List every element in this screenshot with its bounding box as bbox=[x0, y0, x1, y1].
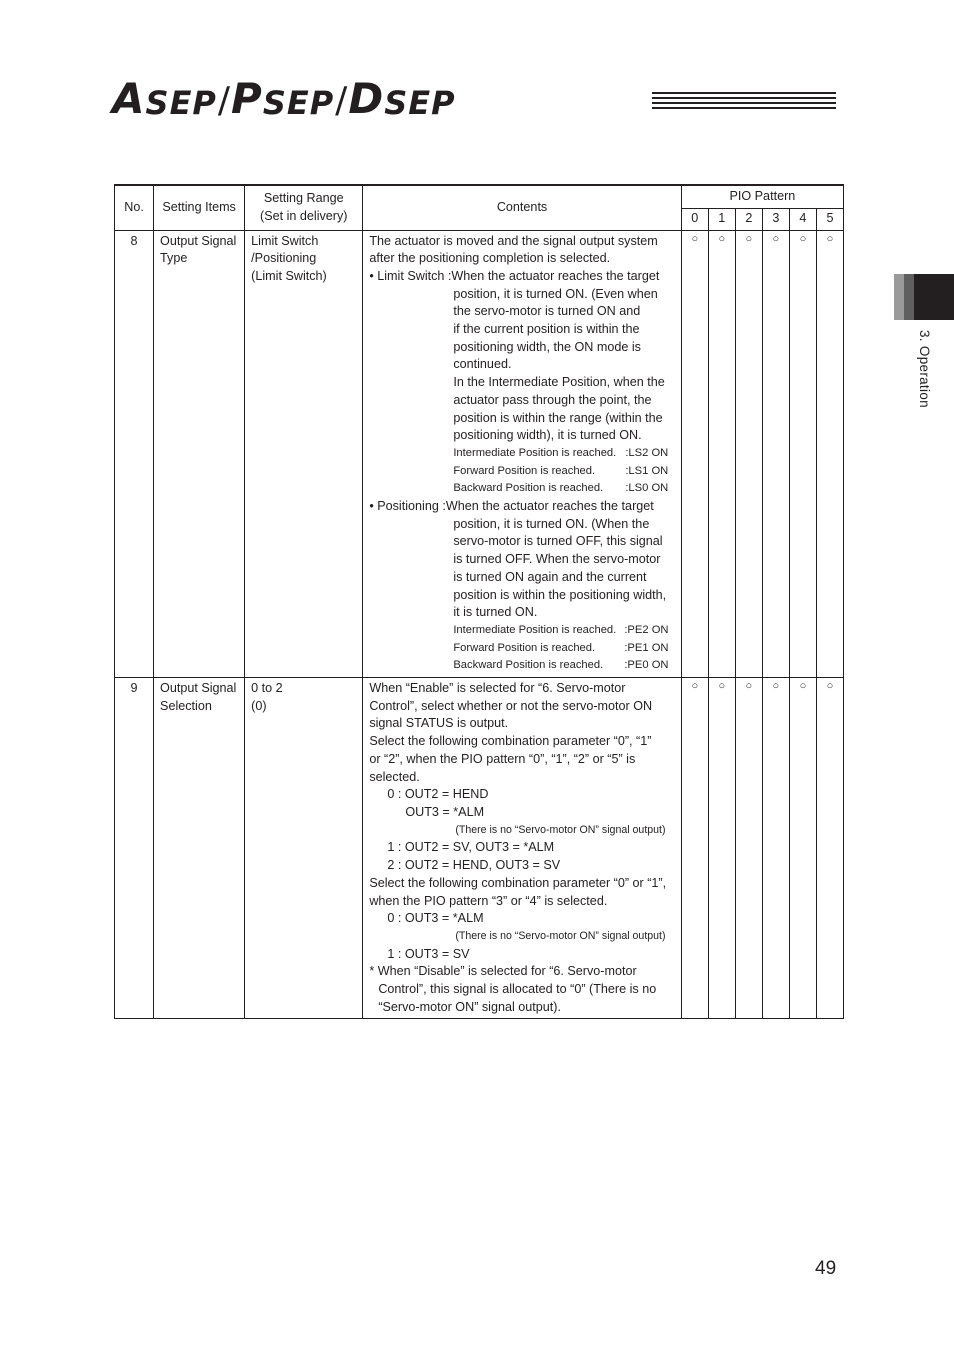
header-pio-3: 3 bbox=[762, 208, 789, 230]
header-contents: Contents bbox=[363, 185, 681, 230]
row-setting-item-line: Output Signal bbox=[160, 233, 237, 248]
contents-line: actuator pass through the point, the bbox=[453, 392, 652, 407]
row-setting-item-line: Selection bbox=[160, 698, 212, 713]
row-setting-range bbox=[245, 678, 363, 1019]
signal-label: Backward Position is reached. bbox=[453, 659, 604, 672]
table-row bbox=[115, 678, 844, 1019]
row-contents bbox=[363, 678, 681, 1019]
contents-line: “Servo-motor ON” signal output). bbox=[378, 999, 561, 1014]
contents-line: is turned OFF. When the servo-motor bbox=[453, 552, 661, 567]
contents-signal-line bbox=[369, 640, 674, 658]
pio-mark-1: ○ bbox=[708, 678, 735, 1019]
contents-line: When “Enable” is selected for “6. Servo-motor bbox=[369, 681, 626, 696]
page-number: 49 bbox=[815, 1258, 837, 1279]
contents-line: selected. bbox=[369, 769, 420, 784]
pio-mark-3: ○ bbox=[762, 230, 789, 678]
contents-line: • Limit Switch :When the actuator reaches the target bbox=[369, 268, 660, 283]
row-setting-range bbox=[245, 230, 363, 678]
row-setting-item bbox=[154, 230, 245, 678]
brand-d-sep: SEP bbox=[384, 84, 456, 122]
contents-line: servo-motor is turned OFF, this signal bbox=[453, 534, 663, 549]
contents-line: the servo-motor is turned ON and bbox=[453, 304, 641, 319]
signal-label: Intermediate Position is reached. bbox=[453, 623, 617, 636]
chapter-tab-label: 3. Operation bbox=[917, 330, 932, 408]
header-pio-2: 2 bbox=[735, 208, 762, 230]
pio-mark-4: ○ bbox=[789, 678, 816, 1019]
brand-dsep bbox=[348, 74, 456, 123]
row-setting-item-line: Type bbox=[160, 251, 188, 266]
brand-d-letter: D bbox=[348, 74, 385, 123]
row-setting-range-line: (0) bbox=[251, 698, 267, 713]
contents-line: if the current position is within the bbox=[453, 322, 640, 337]
pio-mark-4: ○ bbox=[789, 230, 816, 678]
contents-note: (There is no “Servo-motor ON” signal output) bbox=[455, 823, 666, 836]
signal-value: :PE2 ON bbox=[624, 623, 669, 636]
contents-line: position, it is turned ON. (When the bbox=[453, 516, 650, 531]
pio-mark-2: ○ bbox=[735, 230, 762, 678]
contents-line: continued. bbox=[453, 357, 512, 372]
pio-mark-0: ○ bbox=[681, 678, 708, 1019]
signal-label: Backward Position is reached. bbox=[453, 482, 604, 495]
brand-asep bbox=[112, 74, 217, 123]
signal-value: :LS0 ON bbox=[625, 482, 669, 495]
header-pio-5: 5 bbox=[816, 208, 843, 230]
contents-line: 0 : OUT3 = *ALM bbox=[387, 911, 484, 926]
contents-line: Select the following combination parameter “0” or “1”, bbox=[369, 875, 667, 890]
contents-line: Control”, this signal is allocated to “0” (There is no bbox=[378, 982, 657, 997]
contents-line: OUT3 = *ALM bbox=[405, 805, 485, 819]
contents-line: is turned ON again and the current bbox=[453, 569, 647, 584]
row-setting-item bbox=[154, 678, 245, 1019]
brand-a-letter: A bbox=[112, 74, 146, 123]
signal-label: Intermediate Position is reached. bbox=[453, 446, 617, 459]
brand-p-sep: SEP bbox=[262, 84, 335, 122]
contents-line: position is within the positioning width, bbox=[453, 587, 667, 602]
header-setting-range bbox=[245, 185, 363, 230]
brand-a-sep: SEP bbox=[145, 84, 217, 122]
contents-line: when the PIO pattern “3” or “4” is selected. bbox=[369, 893, 608, 908]
pio-mark-5: ○ bbox=[816, 230, 843, 678]
contents-signal-line bbox=[369, 463, 674, 481]
contents-line: it is turned ON. bbox=[453, 605, 538, 620]
contents-line: position is within the range (within the bbox=[453, 410, 663, 425]
contents-signal-line bbox=[369, 657, 674, 675]
row-setting-range-line: 0 to 2 bbox=[251, 681, 283, 696]
header-setting-items: Setting Items bbox=[154, 185, 245, 230]
contents-line: 1 : OUT2 = SV, OUT3 = *ALM bbox=[387, 840, 555, 855]
table-row bbox=[115, 230, 844, 678]
contents-line: Control”, select whether or not the servo-motor ON bbox=[369, 698, 653, 713]
row-setting-item-line: Output Signal bbox=[160, 681, 237, 696]
row-setting-range-line: Limit Switch bbox=[251, 233, 319, 248]
brand-slash-2: / bbox=[335, 80, 348, 121]
signal-label: Forward Position is reached. bbox=[453, 464, 596, 477]
chapter-tab-marker bbox=[894, 274, 954, 320]
contents-line: position, it is turned ON. (Even when bbox=[453, 286, 658, 301]
row-setting-range-line: (Limit Switch) bbox=[251, 268, 327, 283]
contents-line: • Positioning :When the actuator reaches the target bbox=[369, 499, 654, 514]
contents-line: after the positioning completion is selected. bbox=[369, 251, 611, 266]
signal-value: :LS1 ON bbox=[625, 464, 669, 477]
contents-signal-line bbox=[369, 480, 674, 498]
contents-line: The actuator is moved and the signal output system bbox=[369, 233, 658, 248]
contents-signal-line bbox=[369, 445, 674, 463]
header-pio-4: 4 bbox=[789, 208, 816, 230]
row-contents bbox=[363, 230, 681, 678]
contents-line: positioning width), it is turned ON. bbox=[453, 428, 642, 443]
brand-slash-1: / bbox=[217, 80, 231, 121]
contents-line: 0 : OUT2 = HEND bbox=[387, 787, 489, 802]
contents-line: or “2”, when the PIO pattern “0”, “1”, “2” or “5” is bbox=[369, 751, 636, 766]
contents-line: positioning width, the ON mode is bbox=[453, 339, 641, 354]
contents-line: 2 : OUT2 = HEND, OUT3 = SV bbox=[387, 858, 561, 873]
contents-line: signal STATUS is output. bbox=[369, 716, 509, 731]
header-pio-1: 1 bbox=[708, 208, 735, 230]
signal-value: :PE1 ON bbox=[624, 641, 669, 654]
contents-line: 1 : OUT3 = SV bbox=[387, 946, 470, 961]
brand-psep bbox=[231, 74, 335, 123]
row-no: 9 bbox=[115, 678, 154, 1019]
pio-mark-0: ○ bbox=[681, 230, 708, 678]
brand-p-letter: P bbox=[231, 74, 263, 123]
signal-value: :LS2 ON bbox=[625, 446, 669, 459]
pio-mark-1: ○ bbox=[708, 230, 735, 678]
header-setting-range-line2: (Set in delivery) bbox=[260, 208, 348, 223]
header-pio-0: 0 bbox=[681, 208, 708, 230]
contents-signal-line bbox=[369, 622, 674, 640]
header-pio-pattern: PIO Pattern bbox=[681, 185, 843, 208]
row-setting-range-line: /Positioning bbox=[251, 251, 317, 266]
pio-mark-5: ○ bbox=[816, 678, 843, 1019]
signal-label: Forward Position is reached. bbox=[453, 641, 596, 654]
pio-mark-2: ○ bbox=[735, 678, 762, 1019]
parameter-table bbox=[114, 184, 844, 1019]
signal-value: :PE0 ON bbox=[624, 659, 669, 672]
contents-note: (There is no “Servo-motor ON” signal output) bbox=[455, 929, 666, 942]
header-no: No. bbox=[115, 185, 154, 230]
header-setting-range-line1: Setting Range bbox=[263, 191, 344, 206]
contents-line: * When “Disable” is selected for “6. Servo-motor bbox=[369, 964, 637, 979]
brand-decorative-lines bbox=[652, 92, 836, 110]
pio-mark-3: ○ bbox=[762, 678, 789, 1019]
row-no: 8 bbox=[115, 230, 154, 678]
contents-line: In the Intermediate Position, when the bbox=[453, 375, 665, 390]
contents-line: Select the following combination parameter “0”, “1” bbox=[369, 734, 652, 749]
brand-logo bbox=[112, 74, 456, 123]
